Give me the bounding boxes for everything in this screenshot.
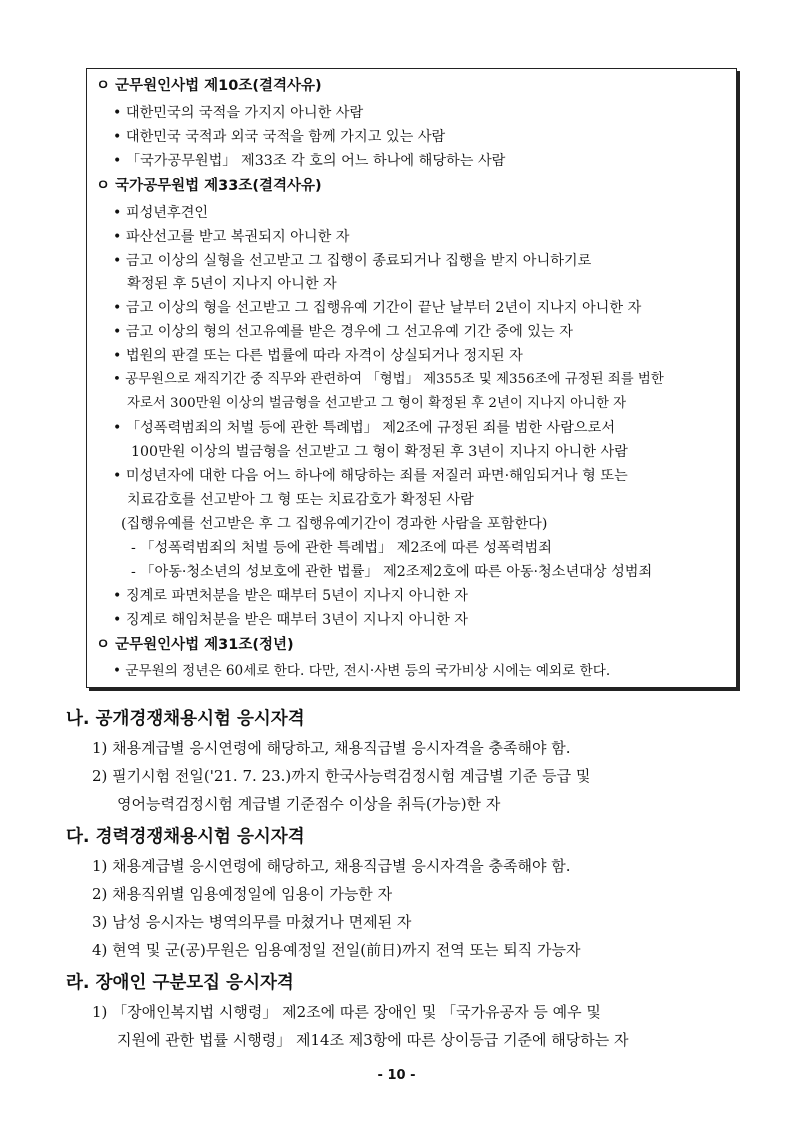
list-item: • 미성년자에 대한 다음 어느 하나에 해당하는 죄를 저질러 파면·해임되거나 형 또는 <box>113 468 628 484</box>
page-number: - 10 - <box>377 1068 416 1083</box>
heading-civil-service-act-33: ㅇ 국가공무원법 제33조(결격사유) <box>96 178 322 194</box>
list-item: • 금고 이상의 형의 선고유예를 받은 경우에 그 선고유예 기간 중에 있는 자 <box>113 324 573 340</box>
list-item: • 파산선고를 받고 복권되지 아니한 자 <box>113 229 350 245</box>
section-item: 2) 필기시험 전일('21. 7. 23.)까지 한국사능력검정시험 계급별 기준 등급 및 <box>92 767 591 785</box>
sub-list-item: - 「성폭력범죄의 처벌 등에 관한 특례법」 제2조에 따른 성폭력범죄 <box>131 540 552 556</box>
list-item: • 징계로 해임처분을 받은 때부터 3년이 지나지 아니한 자 <box>113 612 468 628</box>
heading-military-personnel-act-31: ㅇ 군무원인사법 제31조(정년) <box>96 637 294 653</box>
section-item: 1) 「장애인복지법 시행령」 제2조에 따른 장애인 및 「국가유공자 등 예우 및 <box>92 1003 601 1021</box>
section-item: 1) 채용계급별 응시연령에 해당하고, 채용직급별 응시자격을 충족해야 함. <box>92 857 571 875</box>
list-item-continued: 치료감호를 선고받아 그 형 또는 치료감호가 확정된 사람 <box>127 492 474 508</box>
list-item: • 대한민국의 국적을 가지지 아니한 사람 <box>113 105 364 121</box>
section-item: 4) 현역 및 군(공)무원은 임용예정일 전일(前日)까지 전역 또는 퇴직 가능자 <box>92 941 581 959</box>
list-item: • 공무원으로 재직기간 중 직무와 관련하여 「형법」 제355조 및 제356조에 규정된 죄를 범한 <box>113 372 664 387</box>
section-title-career-competition: 다. 경력경쟁채용시험 응시자격 <box>66 827 305 847</box>
sub-list-item: - 「아동·청소년의 성보호에 관한 법률」 제2조제2호에 따른 아동·청소년대상 성범죄 <box>131 564 653 580</box>
list-item-note: (집행유예를 선고받은 후 그 집행유예기간이 경과한 사람을 포함한다) <box>121 516 548 532</box>
section-item: 3) 남성 응시자는 병역의무를 마쳤거나 면제된 자 <box>92 913 412 931</box>
list-item: • 대한민국 국적과 외국 국적을 함께 가지고 있는 사람 <box>113 129 446 145</box>
section-item-continued: 지원에 관한 법률 시행령」 제14조 제3항에 따른 상이등급 기준에 해당하는 자 <box>117 1031 629 1049</box>
list-item: • 법원의 판결 또는 다른 법률에 따라 자격이 상실되거나 정지된 자 <box>113 348 523 364</box>
list-item-continued: 자로서 300만원 이상의 벌금형을 선고받고 그 형이 확정된 후 2년이 지나지 아니한 자 <box>127 396 627 411</box>
section-title-disability-recruitment: 라. 장애인 구분모집 응시자격 <box>66 973 294 993</box>
section-title-open-competition: 나. 공개경쟁채용시험 응시자격 <box>66 709 305 729</box>
list-item-continued: 100만원 이상의 벌금형을 선고받고 그 형이 확정된 후 3년이 지나지 아니한 사람 <box>131 444 628 460</box>
list-item: • 「국가공무원법」 제33조 각 호의 어느 하나에 해당하는 사람 <box>113 153 506 169</box>
list-item: • 금고 이상의 형을 선고받고 그 집행유예 기간이 끝난 날부터 2년이 지나지 아니한 자 <box>113 300 642 316</box>
heading-military-personnel-act-10: ㅇ 군무원인사법 제10조(결격사유) <box>96 78 322 94</box>
list-item: • 징계로 파면처분을 받은 때부터 5년이 지나지 아니한 자 <box>113 588 468 604</box>
list-item-continued: 확정된 후 5년이 지나지 아니한 자 <box>127 276 337 292</box>
list-item: • 금고 이상의 실형을 선고받고 그 집행이 종료되거나 집행을 받지 아니하기로 <box>113 253 592 269</box>
section-item: 2) 채용직위별 임용예정일에 임용이 가능한 자 <box>92 885 393 903</box>
list-item: • 피성년후견인 <box>113 205 209 221</box>
section-item-continued: 영어능력검정시험 계급별 기준점수 이상을 취득(가능)한 자 <box>117 795 501 813</box>
list-item: • 「성폭력범죄의 처벌 등에 관한 특례법」 제2조에 규정된 죄를 범한 사람으로서 <box>113 420 616 436</box>
section-item: 1) 채용계급별 응시연령에 해당하고, 채용직급별 응시자격을 충족해야 함. <box>92 739 571 757</box>
list-item: • 군무원의 정년은 60세로 한다. 다만, 전시·사변 등의 국가비상 시에는 예외로 한다. <box>113 663 611 679</box>
